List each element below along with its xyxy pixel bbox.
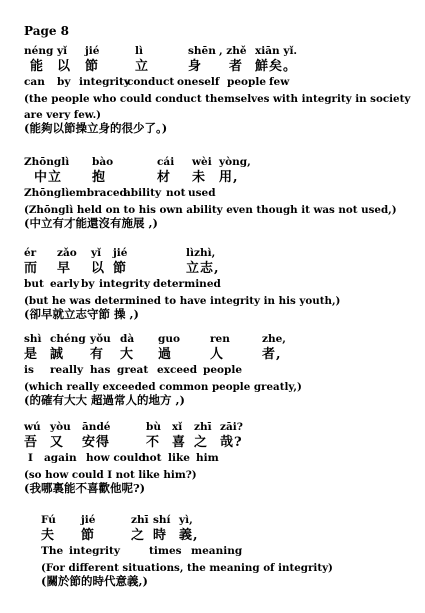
hanzi-word: 不 <box>146 435 161 450</box>
stanza-2 <box>24 157 419 235</box>
pinyin-word: guo <box>158 333 180 345</box>
gloss-word: exceed <box>157 364 198 376</box>
page-number: Page 8 <box>24 24 70 38</box>
pinyin-line <box>24 334 419 348</box>
hanzi-word: 哉? <box>220 435 243 450</box>
gloss-line <box>24 453 419 467</box>
hanzi-word: 中立 <box>34 170 63 185</box>
hanzi-word: 以 <box>91 261 106 276</box>
gloss-word: I <box>28 452 33 464</box>
chinese-paraphrase: (卻早就立志守節 操 ,) <box>24 307 139 321</box>
hanzi-word: 材 <box>157 170 172 185</box>
gloss-line <box>41 546 421 560</box>
pinyin-word: yòu <box>50 421 71 433</box>
chinese-paraphrase: (的確有大大 超過常人的地方 ,) <box>24 393 185 407</box>
gloss-word: integrity <box>99 278 150 290</box>
hanzi-word: 之 <box>194 435 209 450</box>
gloss-line <box>24 279 419 293</box>
hanzi-line <box>24 60 419 77</box>
hanzi-word: 節 <box>113 261 128 276</box>
hanzi-word: 而 <box>24 261 39 276</box>
pinyin-word: jié <box>81 514 96 526</box>
hanzi-word: 立志, <box>186 261 220 276</box>
hanzi-word: 義, <box>179 528 199 543</box>
hanzi-word: 吾 <box>24 435 39 450</box>
gloss-word: early <box>50 278 80 290</box>
pinyin-word: jié <box>85 45 100 57</box>
pinyin-word: shēn <box>188 45 216 57</box>
hanzi-word: 抱 <box>92 170 107 185</box>
gloss-word: him <box>196 452 219 464</box>
gloss-line <box>24 188 419 202</box>
hanzi-word: 誠 <box>50 347 65 362</box>
pinyin-word: xiān yǐ. <box>255 45 298 57</box>
gloss-word: integrity <box>79 76 130 88</box>
gloss-line <box>24 365 419 379</box>
gloss-word: again <box>44 452 77 464</box>
hanzi-word: 時 <box>153 528 168 543</box>
stanza-6 <box>41 515 421 593</box>
gloss-line <box>24 77 419 91</box>
stanza-3 <box>24 248 419 326</box>
pinyin-word: zǎo <box>57 247 77 259</box>
gloss-word: The <box>41 545 64 557</box>
gloss-word: times <box>149 545 182 557</box>
pinyin-word: zhe, <box>262 333 286 345</box>
gloss-word: conduct <box>127 76 175 88</box>
hanzi-word: 大 <box>120 347 135 362</box>
gloss-word: by <box>81 278 95 290</box>
gloss-word: is <box>24 364 34 376</box>
pinyin-word: bào <box>92 156 114 168</box>
hanzi-word: 過 <box>158 347 173 362</box>
hanzi-word: 早 <box>57 261 72 276</box>
gloss-word: great <box>117 364 149 376</box>
pinyin-word: lìzhì, <box>186 247 216 259</box>
english-translation: (the people who could conduct themselves with integrity in society are very few.) <box>24 93 411 121</box>
hanzi-word: 用, <box>219 170 239 185</box>
gloss-word: few <box>269 76 290 88</box>
pinyin-word: yòng, <box>219 156 251 168</box>
hanzi-line <box>24 348 419 365</box>
gloss-word: by <box>57 76 71 88</box>
pinyin-line <box>41 515 421 529</box>
pinyin-word: chéng <box>50 333 86 345</box>
gloss-word: embraced <box>69 187 127 199</box>
english-translation: (Zhōnglì held on to his own ability even though it was not used,) <box>24 204 397 216</box>
hanzi-word: 者, <box>262 347 282 362</box>
pinyin-word: zhī <box>194 421 212 433</box>
pinyin-word: yǐ <box>57 45 68 57</box>
hanzi-word: 之 <box>131 528 146 543</box>
hanzi-word: 立 <box>135 59 150 74</box>
pinyin-word: ér <box>24 247 37 259</box>
gloss-word: oneself <box>177 76 220 88</box>
pinyin-word: néng <box>24 45 54 57</box>
pinyin-word: yǒu <box>90 333 111 345</box>
gloss-word: people <box>203 364 243 376</box>
hanzi-word: 夫 <box>41 528 56 543</box>
pinyin-word: yì, <box>179 514 193 526</box>
english-translation: (but he was determined to have integrity in his youth,) <box>24 295 341 307</box>
pinyin-word: dà <box>120 333 135 345</box>
hanzi-word: 者 <box>229 59 244 74</box>
pinyin-word: wú <box>24 421 41 433</box>
pinyin-word: ren <box>210 333 230 345</box>
gloss-word: integrity <box>69 545 120 557</box>
hanzi-line <box>41 529 421 546</box>
hanzi-word: 能 <box>30 59 45 74</box>
gloss-word: ability <box>124 187 162 199</box>
stanza-1 <box>24 46 419 140</box>
hanzi-line <box>24 262 419 279</box>
hanzi-word: 鮮矣。 <box>255 59 298 74</box>
pinyin-word: yǐ <box>91 247 102 259</box>
gloss-word: Zhōnglì <box>24 187 70 199</box>
pinyin-word: shì <box>24 333 42 345</box>
hanzi-word: 節 <box>81 528 96 543</box>
hanzi-word: 又 <box>50 435 65 450</box>
hanzi-line <box>24 436 419 453</box>
pinyin-word: xǐ <box>172 421 183 433</box>
pinyin-word: zāi? <box>220 421 243 433</box>
gloss-word: has <box>90 364 111 376</box>
pinyin-word: wèi <box>192 156 212 168</box>
pinyin-word: bù <box>146 421 161 433</box>
gloss-word: not <box>166 187 186 199</box>
hanzi-word: 人 <box>210 347 225 362</box>
gloss-word: really <box>50 364 84 376</box>
hanzi-word: 有 <box>90 347 105 362</box>
chinese-paraphrase: (我哪裏能不喜歡他呢?) <box>24 481 146 495</box>
english-translation: (which really exceeded common people greatly,) <box>24 381 302 393</box>
hanzi-word: 身 <box>188 59 203 74</box>
pinyin-line <box>24 422 419 436</box>
pinyin-word: jié <box>113 247 128 259</box>
hanzi-word: 喜 <box>172 435 187 450</box>
pinyin-word: , zhě <box>219 45 247 57</box>
hanzi-word: 未 <box>192 170 207 185</box>
hanzi-word: 安得 <box>82 435 111 450</box>
hanzi-word: 是 <box>24 347 39 362</box>
pinyin-line <box>24 248 419 262</box>
gloss-word: but <box>24 278 44 290</box>
pinyin-word: āndé <box>82 421 111 433</box>
pinyin-line <box>24 157 419 171</box>
hanzi-word: 節 <box>85 59 100 74</box>
pinyin-line <box>24 46 419 60</box>
stanza-5 <box>24 422 419 500</box>
pinyin-word: shí <box>153 514 171 526</box>
gloss-word: determined <box>153 278 221 290</box>
chinese-paraphrase: (能夠以節操立身的很少了。) <box>24 121 168 135</box>
gloss-word: how could <box>86 452 146 464</box>
gloss-word: like <box>168 452 190 464</box>
pinyin-word: Fú <box>41 514 56 526</box>
gloss-word: can <box>24 76 45 88</box>
hanzi-line <box>24 171 419 188</box>
stanza-4 <box>24 334 419 412</box>
english-translation: (so how could I not like him?) <box>24 469 197 481</box>
hanzi-word: 以 <box>57 59 72 74</box>
gloss-word: used <box>188 187 216 199</box>
english-translation: (For different situations, the meaning of integrity) <box>41 562 333 574</box>
pinyin-word: Zhōnglì <box>24 156 70 168</box>
gloss-word: meaning <box>191 545 243 557</box>
chinese-paraphrase: (中立有才能還沒有施展 ,) <box>24 216 158 230</box>
pinyin-word: zhī <box>131 514 149 526</box>
pinyin-word: lì <box>135 45 143 57</box>
gloss-word: people <box>227 76 267 88</box>
chinese-paraphrase: (關於節的時代意義,) <box>41 574 148 588</box>
gloss-word: not <box>142 452 162 464</box>
pinyin-word: cái <box>157 156 175 168</box>
